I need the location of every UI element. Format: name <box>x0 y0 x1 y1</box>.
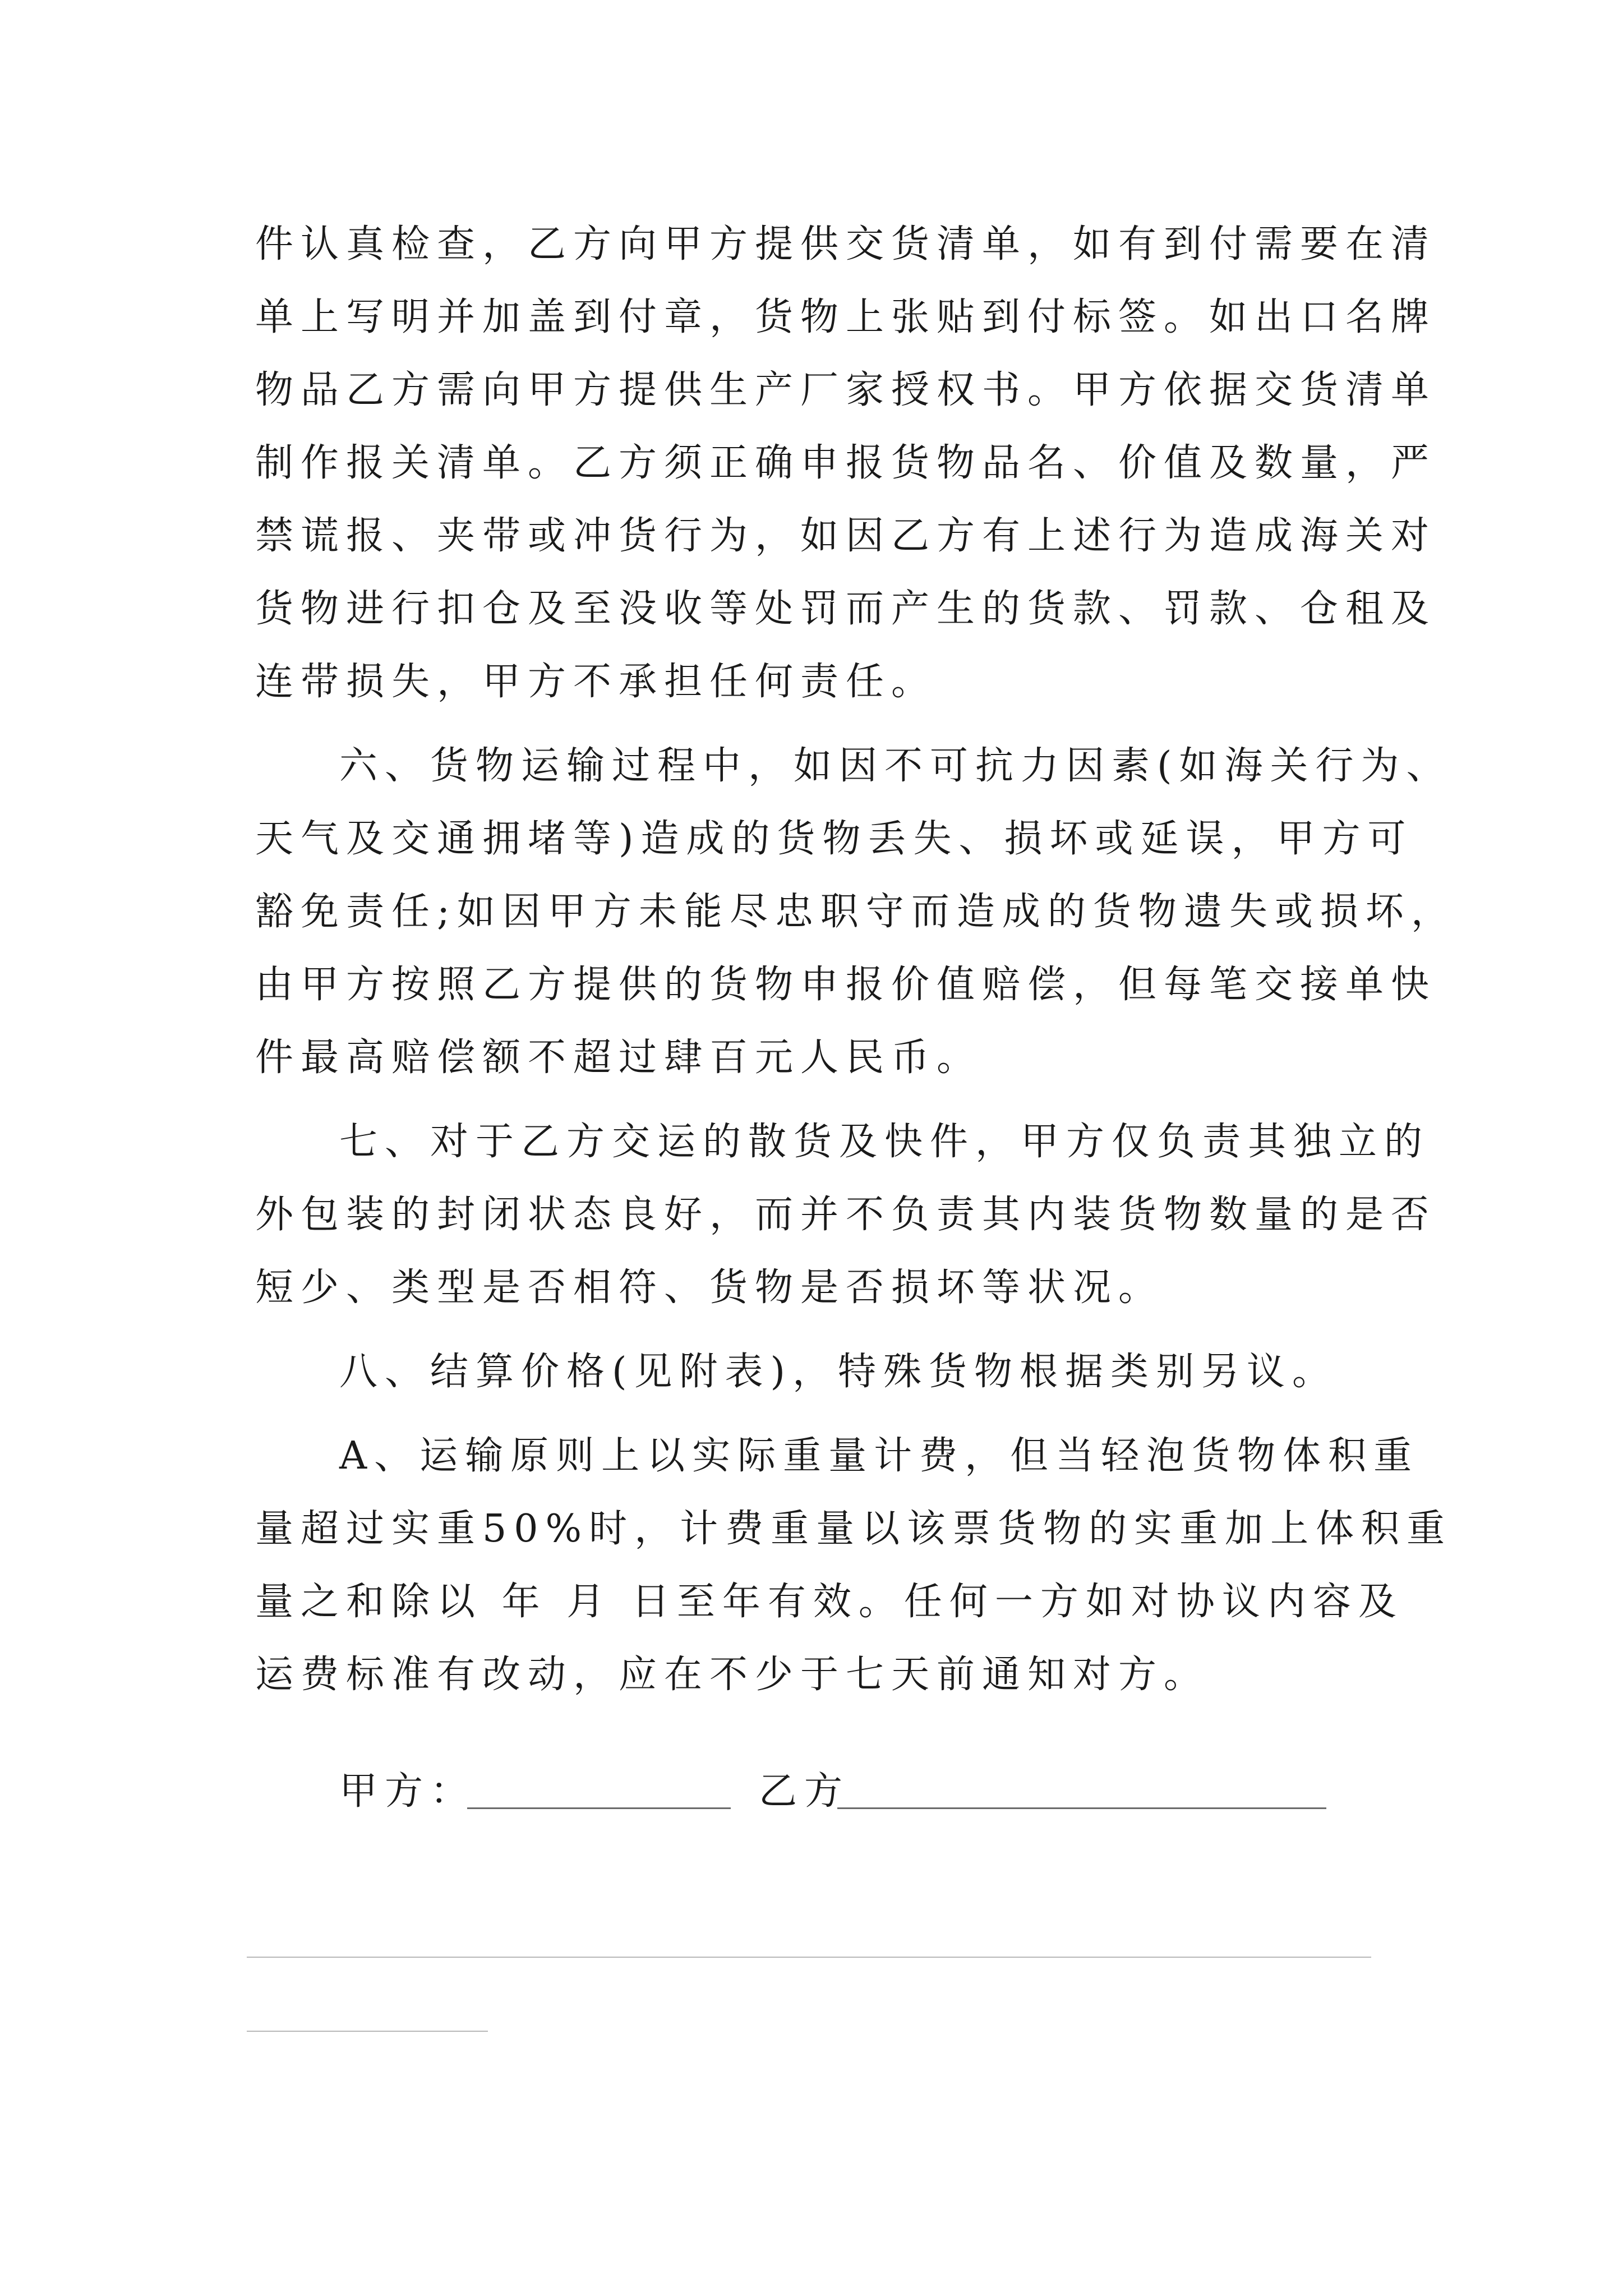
clause-seven-heading-line: 七、对于乙方交运的散货及快件，甲方仅负责其独立的 <box>339 1120 1430 1164</box>
text-line: 货物进行扣仓及至没收等处罚而产生的货款、罚款、仓租及 <box>255 587 1437 631</box>
text-line: 短少、类型是否相符、货物是否损坏等状况。 <box>255 1266 1164 1310</box>
text-line: 制作报关清单。乙方须正确申报货物品名、价值及数量，严 <box>255 441 1437 485</box>
text-line: 件认真检查，乙方向甲方提供交货清单，如有到付需要在清 <box>255 222 1437 266</box>
text-line: 量超过实重50%时，计费重量以该票货物的实重加上体积重 <box>255 1507 1453 1551</box>
clause-eight-heading-line: 八、结算价格(见附表)，特殊货物根据类别另议。 <box>339 1350 1338 1394</box>
clause-a-heading-line: A、运输原则上以实际重量计费，但当轻泡货物体积重 <box>339 1434 1419 1478</box>
party-b-label: 乙方 <box>759 1769 850 1814</box>
text-line: 量之和除以 年 月 日至年有效。任何一方如对协议内容及 <box>255 1580 1404 1624</box>
party-a-signature-blank <box>467 1807 731 1809</box>
text-line: 连带损失，甲方不承担任何责任。 <box>255 660 937 704</box>
text-line: 豁免责任;如因甲方未能尽忠职守而造成的货物遗失或损坏， <box>255 890 1456 934</box>
text-line: 物品乙方需向甲方提供生产厂家授权书。甲方依据交货清单 <box>255 368 1437 412</box>
text-line: 由甲方按照乙方提供的货物申报价值赔偿，但每笔交接单快 <box>255 963 1437 1007</box>
footer-short-divider <box>247 2031 488 2032</box>
text-line: 外包装的封闭状态良好，而并不负责其内装货物数量的是否 <box>255 1193 1437 1237</box>
text-line: 件最高赔偿额不超过肆百元人民币。 <box>255 1036 983 1080</box>
text-line: 运费标准有改动，应在不少于七天前通知对方。 <box>255 1653 1210 1697</box>
clause-six-heading-line: 六、货物运输过程中，如因不可抗力因素(如海关行为、 <box>339 744 1452 788</box>
party-a-label: 甲方： <box>339 1769 476 1814</box>
text-line: 禁谎报、夹带或冲货行为，如因乙方有上述行为造成海关对 <box>255 514 1437 558</box>
footer-divider <box>247 1957 1371 1958</box>
text-line: 天气及交通拥堵等)造成的货物丢失、损坏或延误，甲方可 <box>255 817 1413 861</box>
party-b-signature-blank <box>837 1807 1326 1809</box>
text-line: 单上写明并加盖到付章，货物上张贴到付标签。如出口名牌 <box>255 295 1437 339</box>
